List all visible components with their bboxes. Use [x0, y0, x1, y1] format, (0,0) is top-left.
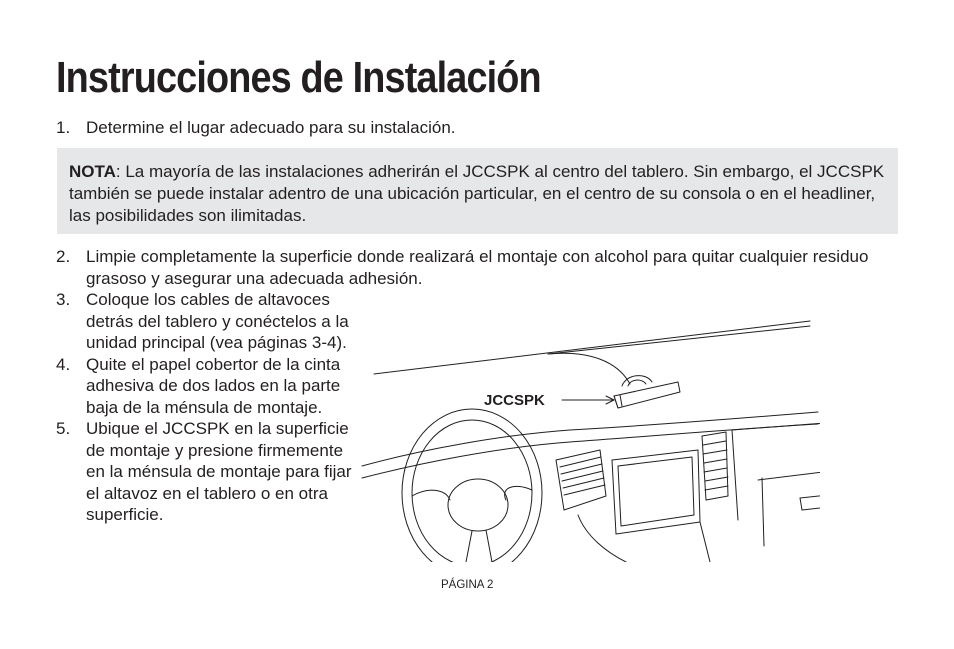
- center-vent-left: [556, 450, 606, 510]
- step-item: [56, 246, 898, 289]
- step-text: Quite el papel cobertor de la cinta adhesiva de dos lados en la parte baja de la ménsula de montaje.: [86, 354, 341, 417]
- callout-label: JCCSPK: [484, 392, 545, 409]
- steering-wheel: [402, 409, 542, 562]
- step-item: [56, 418, 354, 526]
- glove-box: [732, 418, 820, 546]
- windshield-line-inner: [548, 326, 810, 354]
- windshield-line: [374, 321, 810, 374]
- step-number: 5.: [56, 419, 71, 438]
- center-screen: [612, 450, 700, 534]
- step-item: [56, 354, 354, 419]
- step-number: 3.: [56, 290, 71, 309]
- note-text: : La mayoría de las instalaciones adherirán el JCCSPK al centro del tablero. Sin embargo, el JCCSPK también se puede instalar adentro de una ubicación particular, en el centro de su consola o en el headliner, las posibilidades son ilimitadas.: [69, 162, 885, 225]
- speaker-unit: [614, 376, 680, 408]
- dashboard-top: [362, 412, 818, 466]
- note-box: [57, 148, 898, 234]
- page-footer: PÁGINA 2: [441, 579, 494, 591]
- step-text: Limpie completamente la superficie donde realizará el montaje con alcohol para quitar cualquier residuo grasoso y asegurar una adecuada adhesión.: [86, 247, 869, 288]
- step-text: Ubique el JCCSPK en la superficie de montaje y presione firmemente en la ménsula de montaje para fijar el altavoz en el tablero o en otra superficie.: [86, 419, 352, 524]
- step-number: 1.: [56, 118, 71, 137]
- step-list-middle: [56, 246, 898, 289]
- center-vent-right: [702, 432, 728, 500]
- step-list-bottom: [56, 289, 354, 526]
- page-title: Instrucciones de Instalación: [56, 53, 541, 102]
- step-text: Coloque los cables de altavoces detrás del tablero y conéctelos a la unidad principal (vea páginas 3-4).: [86, 290, 349, 352]
- step-number: 4.: [56, 354, 71, 374]
- step-list-top: [56, 117, 456, 139]
- step-text: Determine el lugar adecuado para su instalación.: [86, 118, 456, 137]
- dashboard-illustration: [360, 300, 820, 562]
- step-number: 2.: [56, 247, 71, 266]
- step-item: [56, 289, 354, 354]
- step-item: [56, 117, 456, 139]
- note-label: NOTA: [69, 162, 116, 181]
- speaker-cable: [548, 353, 630, 384]
